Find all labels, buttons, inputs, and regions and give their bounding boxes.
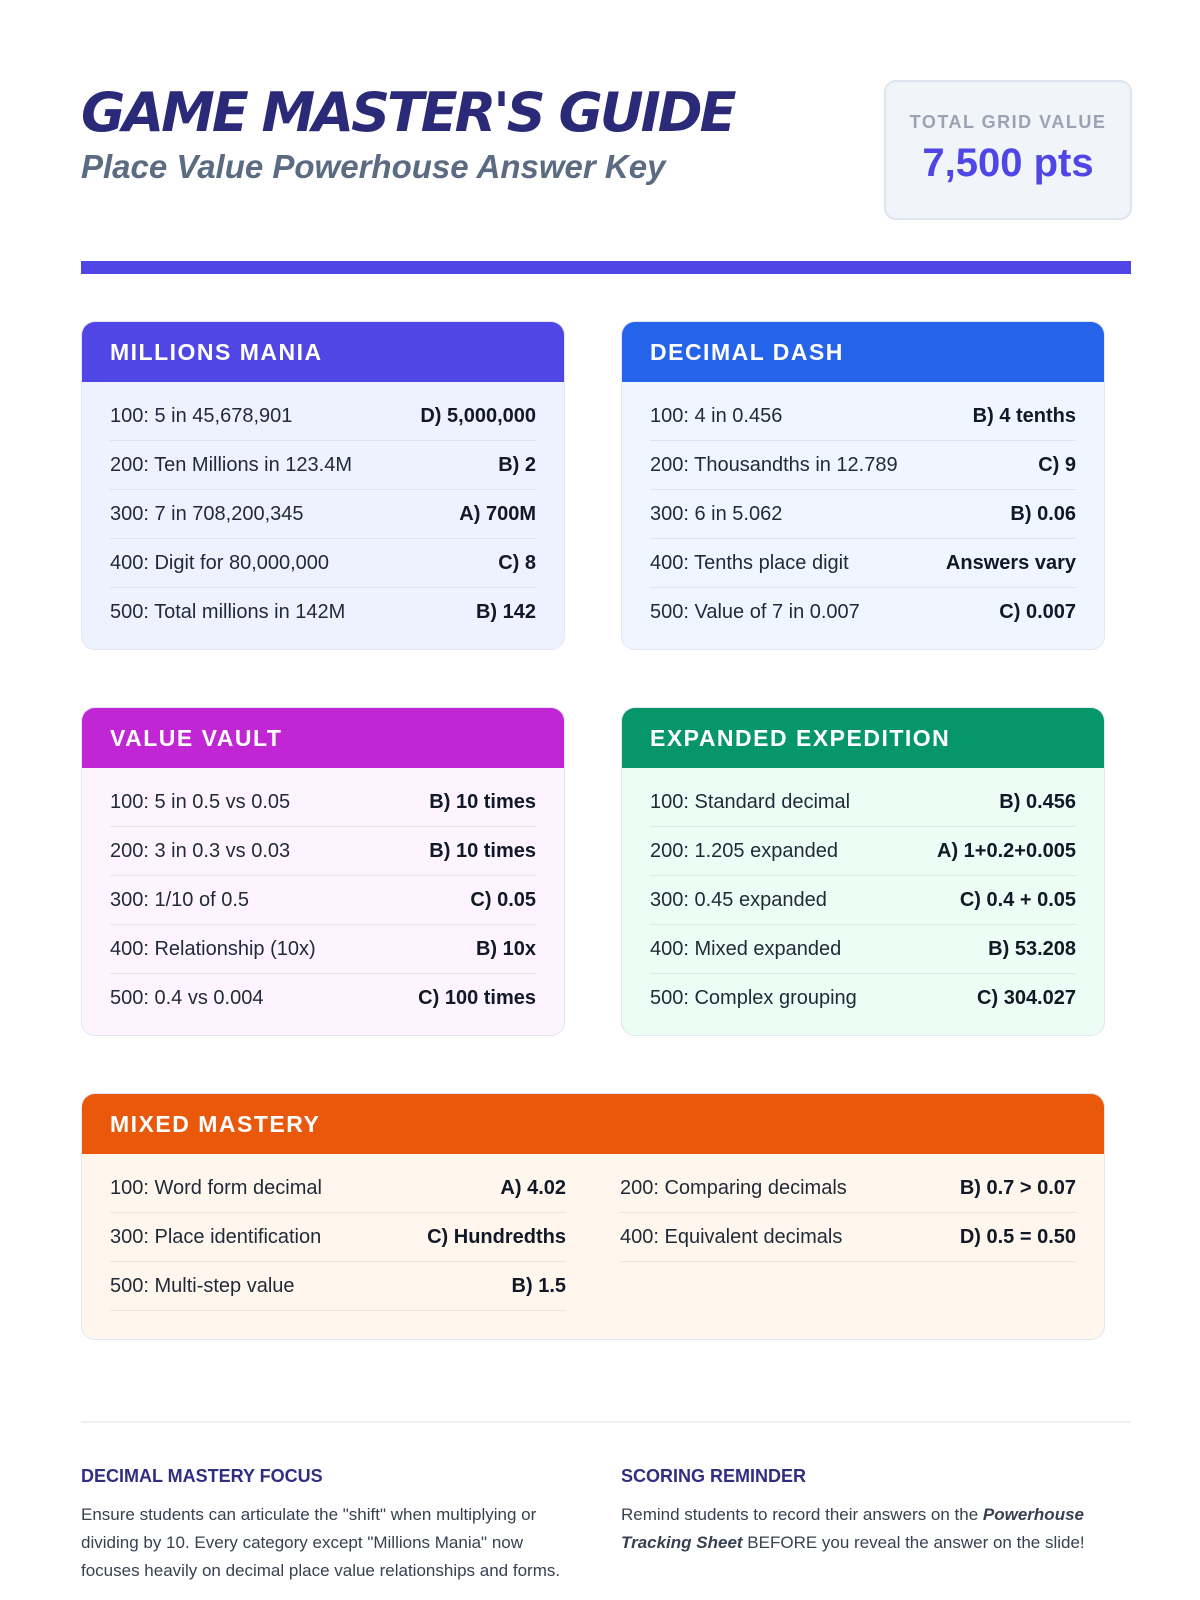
answer-value: B) 4 tenths [972,404,1076,427]
answer-row [110,588,536,637]
answer-row [110,441,536,490]
question-label: 100: Standard decimal [650,790,851,813]
answer-row [650,441,1076,490]
category-card-value-vault [81,707,565,1036]
answer-value: A) 1+0.2+0.005 [937,839,1076,862]
answer-row [110,778,536,827]
answer-row [650,876,1076,925]
answer-value: B) 142 [475,601,536,623]
answer-row [110,490,536,539]
question-label: 300: 1/10 of 0.5 [110,888,250,911]
question-label: 400: Tenths place digit [650,551,849,574]
note-title: SCORING REMINDER [621,1466,807,1486]
question-label: 400: Digit for 80,000,000 [110,551,330,574]
note-text-part: Remind students to record their answers on the [621,1505,983,1524]
answer-row [650,925,1076,974]
answer-value: B) 0.7 > 0.07 [959,1176,1076,1199]
note-text [621,1501,1091,1557]
category-card-millions-mania [81,321,565,650]
answer-row [650,827,1076,876]
answer-value: B) 0.456 [999,790,1076,813]
answer-value: Answers vary [945,551,1076,574]
answer-value: C) 0.007 [999,601,1076,623]
answer-row [650,490,1076,539]
question-label: 400: Relationship (10x) [110,937,316,960]
page-subtitle: Place Value Powerhouse Answer Key [81,148,666,185]
note-text-part: BEFORE you reveal the answer on the slide! [742,1533,1085,1552]
answer-value: C) 304.027 [977,987,1076,1009]
answer-row [110,392,536,441]
answer-list [622,768,1104,1023]
answer-row [110,827,536,876]
question-label: 200: 3 in 0.3 vs 0.03 [110,839,291,862]
question-label: 400: Equivalent decimals [620,1225,843,1248]
answer-value: C) 8 [498,551,536,574]
answer-row [650,974,1076,1023]
question-label: 200: Ten Millions in 123.4M [110,453,352,476]
answer-value: B) 0.06 [1010,502,1076,525]
question-label: 300: 6 in 5.062 [650,502,783,525]
answer-row [110,539,536,588]
note-title: DECIMAL MASTERY FOCUS [81,1466,323,1486]
answer-value: C) 100 times [418,987,536,1009]
answer-value: D) 5,000,000 [420,404,536,427]
answer-row [110,974,536,1023]
total-grid-value-label: TOTAL GRID VALUE [909,112,1107,132]
answer-row [110,1164,566,1213]
answer-row [110,925,536,974]
page-header [81,80,1131,220]
answer-value: B) 1.5 [511,1274,566,1297]
answer-row [620,1164,1076,1213]
question-label: 100: 5 in 45,678,901 [110,404,293,427]
answer-row [620,1213,1076,1262]
question-label: 300: 0.45 expanded [650,888,827,911]
answer-value: B) 10 times [429,790,536,813]
answer-row [650,392,1076,441]
question-label: 300: 7 in 708,200,345 [110,502,304,525]
answer-list-left [110,1164,566,1311]
question-label: 200: Thousandths in 12.789 [650,453,898,476]
question-label: 500: Complex grouping [650,987,857,1009]
question-label: 100: 4 in 0.456 [650,404,783,427]
total-grid-value: 7,500 pts [922,141,1094,185]
footer-divider [81,1421,1131,1423]
answer-row [110,876,536,925]
answer-value: B) 10x [475,937,536,960]
answer-row [110,1262,566,1311]
answer-row [650,539,1076,588]
answer-value: C) 9 [1038,453,1076,476]
question-label: 200: 1.205 expanded [650,839,838,862]
scoring-reminder-note [621,1466,1091,1557]
answer-value: B) 53.208 [988,937,1076,960]
answer-value: B) 10 times [429,839,536,862]
answer-list [82,768,564,1023]
question-label: 500: Total millions in 142M [110,601,346,623]
question-label: 100: 5 in 0.5 vs 0.05 [110,790,291,813]
decimal-focus-note [81,1466,571,1585]
answer-value: C) 0.05 [470,888,536,911]
answer-list [622,382,1104,637]
answer-value: D) 0.5 = 0.50 [959,1225,1076,1248]
question-label: 100: Word form decimal [110,1176,322,1199]
answer-row [110,1213,566,1262]
total-grid-value-box [884,80,1132,220]
question-label: 500: 0.4 vs 0.004 [110,987,264,1009]
question-label: 500: Value of 7 in 0.007 [650,601,860,623]
answer-value: C) Hundredths [427,1225,566,1248]
answer-list [82,382,564,637]
category-header: EXPANDED EXPEDITION [622,708,1104,768]
category-card-decimal-dash [621,321,1105,650]
question-label: 300: Place identification [110,1225,322,1248]
question-label: 500: Multi-step value [110,1274,295,1297]
answer-list-right [620,1164,1076,1311]
note-text: Ensure students can articulate the "shift" when multiplying or dividing by 10. Every category except "Millions Mania" now focuses heavily on decimal place value relationships and forms. [81,1505,561,1580]
category-header: MIXED MASTERY [82,1094,1104,1154]
answer-value: A) 700M [459,502,536,525]
category-header: MILLIONS MANIA [82,322,564,382]
question-label: 400: Mixed expanded [650,937,842,960]
question-label: 200: Comparing decimals [620,1176,847,1199]
tracking-sheet-emphasis: Powerhouse Tracking Sheet [621,1505,1084,1552]
answer-value: B) 2 [498,453,536,476]
category-card-mixed-mastery [81,1093,1105,1340]
category-card-expanded-expedition [621,707,1105,1036]
page-title: GAME MASTER'S GUIDE [81,81,734,144]
category-header: DECIMAL DASH [622,322,1104,382]
answer-row [650,778,1076,827]
category-header: VALUE VAULT [82,708,564,768]
answer-value: A) 4.02 [500,1176,566,1199]
answer-value: C) 0.4 + 0.05 [959,888,1076,911]
header-divider-bar [81,261,1131,274]
answer-row [650,588,1076,637]
